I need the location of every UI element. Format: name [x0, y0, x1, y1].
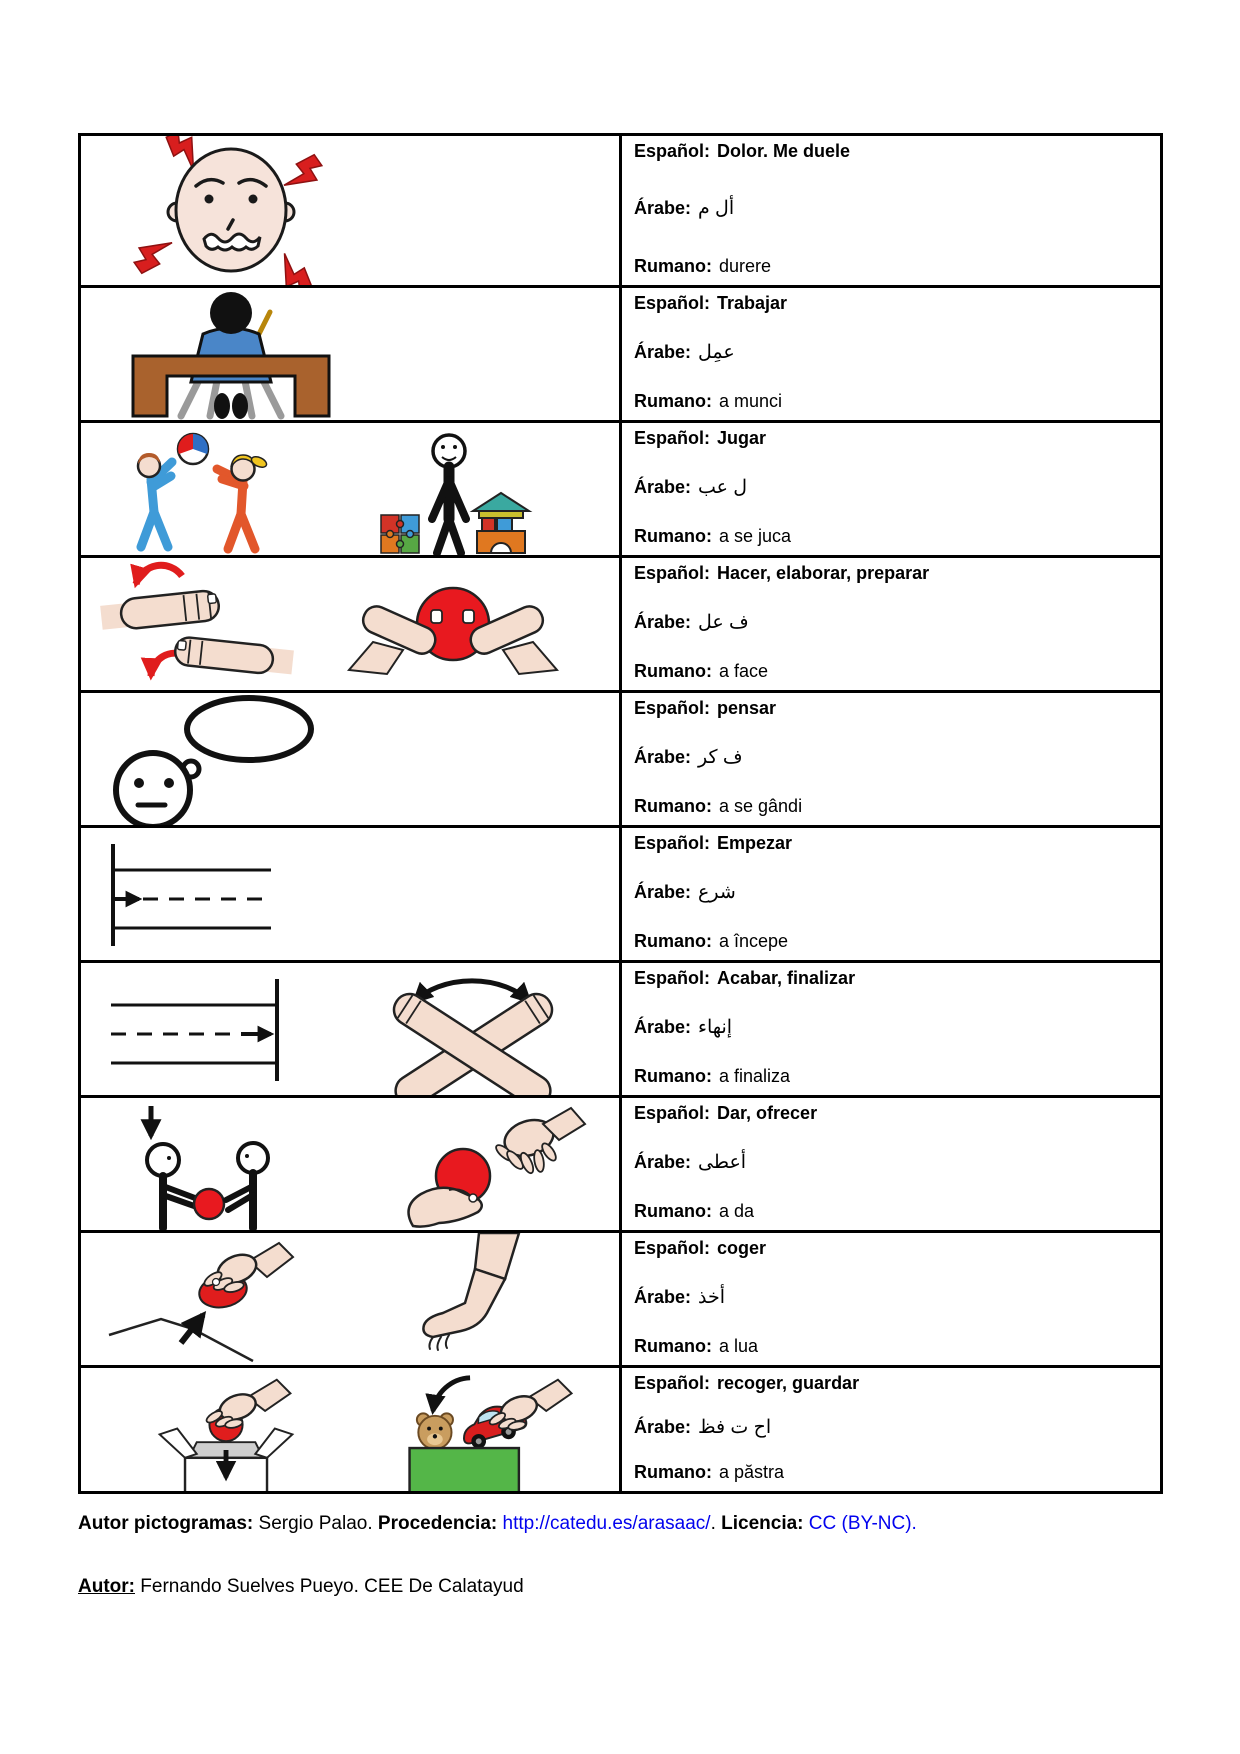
arabic-value: ف عل [698, 611, 749, 633]
table-row [81, 1368, 1160, 1491]
spanish-value: Dar, ofrecer [717, 1103, 818, 1123]
romanian-label: Rumano: [634, 1462, 712, 1483]
arabic-value: أخذ [698, 1286, 726, 1308]
table-row [81, 828, 1160, 963]
spanish-value: Hacer, elaborar, preparar [717, 563, 930, 583]
spanish-label: Español: [634, 1373, 711, 1393]
give-ball-pictogram [81, 1098, 619, 1230]
romanian-value: a da [719, 1201, 755, 1222]
romanian-label: Rumano: [634, 931, 712, 952]
romanian-label: Rumano: [634, 1201, 712, 1222]
spanish-label: Español: [634, 1103, 711, 1123]
licencia-label: Licencia: [721, 1513, 804, 1534]
romanian-value: a finaliza [719, 1066, 791, 1087]
romanian-value: a face [719, 661, 769, 682]
table-row [81, 963, 1160, 1098]
romanian-value: a păstra [719, 1462, 785, 1483]
pain-face-pictogram [81, 136, 619, 285]
romanian-label: Rumano: [634, 256, 712, 277]
romanian-label: Rumano: [634, 661, 712, 682]
autor-value: Fernando Suelves Pueyo. CEE De Calatayud [140, 1576, 524, 1597]
spanish-value: Empezar [717, 833, 793, 853]
spanish-label: Español: [634, 141, 711, 161]
arabic-label: Árabe: [634, 1286, 692, 1307]
romanian-line [634, 256, 1148, 277]
romanian-label: Rumano: [634, 1336, 712, 1357]
arabic-label: Árabe: [634, 746, 692, 767]
romanian-value: a se gândi [719, 796, 803, 817]
arabic-line [634, 198, 1148, 220]
working-at-desk-pictogram [81, 288, 619, 420]
pictogram-table [78, 133, 1163, 1494]
table-row [81, 423, 1160, 558]
spanish-label: Español: [634, 833, 711, 853]
spanish-value: Acabar, finalizar [717, 968, 856, 988]
arabic-label: Árabe: [634, 1417, 692, 1438]
arabic-value: اح ت فظ [698, 1417, 772, 1439]
table-row [81, 1098, 1160, 1233]
spanish-value: Dolor. Me duele [717, 141, 851, 161]
spanish-label: Español: [634, 698, 711, 718]
arabic-label: Árabe: [634, 341, 692, 362]
arabic-label: Árabe: [634, 198, 692, 219]
spanish-value: Jugar [717, 428, 767, 448]
arabic-value: إنهاء [698, 1016, 733, 1038]
arabic-label: Árabe: [634, 881, 692, 902]
arabic-value: أل م [698, 198, 735, 220]
table-row [81, 558, 1160, 693]
romanian-label: Rumano: [634, 1066, 712, 1087]
spanish-label: Español: [634, 293, 711, 313]
table-row [81, 288, 1160, 423]
table-row [81, 1233, 1160, 1368]
arabic-label: Árabe: [634, 1016, 692, 1037]
author-line [78, 1576, 524, 1598]
romanian-value: a începe [719, 931, 789, 952]
table-row [81, 693, 1160, 828]
arabic-value: عمِل [698, 341, 735, 363]
romanian-value: a munci [719, 391, 783, 412]
romanian-value: a se juca [719, 526, 792, 547]
arabic-value: ل عب [698, 476, 748, 498]
arabic-value: أعطى [698, 1151, 747, 1173]
spanish-label: Español: [634, 1238, 711, 1258]
romanian-value: a lua [719, 1336, 759, 1357]
children-playing-pictogram [81, 423, 619, 555]
store-in-box-pictogram [81, 1368, 619, 1491]
after-link-period: . [710, 1513, 716, 1534]
spanish-label: Español: [634, 563, 711, 583]
licencia-value: CC (BY-NC). [808, 1513, 917, 1534]
arabic-label: Árabe: [634, 476, 692, 497]
romanian-label: Rumano: [634, 796, 712, 817]
finish-crossed-hands-pictogram [81, 963, 619, 1095]
spanish-value: Trabajar [717, 293, 788, 313]
take-object-pictogram [81, 1233, 619, 1365]
romanian-value: durere [719, 256, 772, 277]
spanish-line [634, 141, 1148, 162]
autor-label: Autor: [78, 1576, 135, 1597]
spanish-value: recoger, guardar [717, 1373, 860, 1393]
procedencia-label: Procedencia: [377, 1513, 498, 1534]
spanish-value: pensar [717, 698, 777, 718]
autor-pictogramas-value: Sergio Palao. [258, 1513, 373, 1534]
arabic-value: ف كر [698, 746, 743, 768]
arabic-label: Árabe: [634, 611, 692, 632]
table-row [81, 136, 1160, 288]
arabic-value: شرع [698, 881, 736, 903]
procedencia-link[interactable]: http://catedu.es/arasaac/ [502, 1513, 711, 1534]
romanian-label: Rumano: [634, 526, 712, 547]
arabic-label: Árabe: [634, 1151, 692, 1172]
credits-line [78, 1513, 917, 1535]
autor-pictogramas-label: Autor pictogramas: [78, 1513, 254, 1534]
making-hands-pictogram [81, 558, 619, 690]
spanish-value: coger [717, 1238, 767, 1258]
begin-timeline-pictogram [81, 828, 619, 960]
thinking-face-pictogram [81, 693, 619, 825]
spanish-label: Español: [634, 968, 711, 988]
spanish-label: Español: [634, 428, 711, 448]
romanian-label: Rumano: [634, 391, 712, 412]
